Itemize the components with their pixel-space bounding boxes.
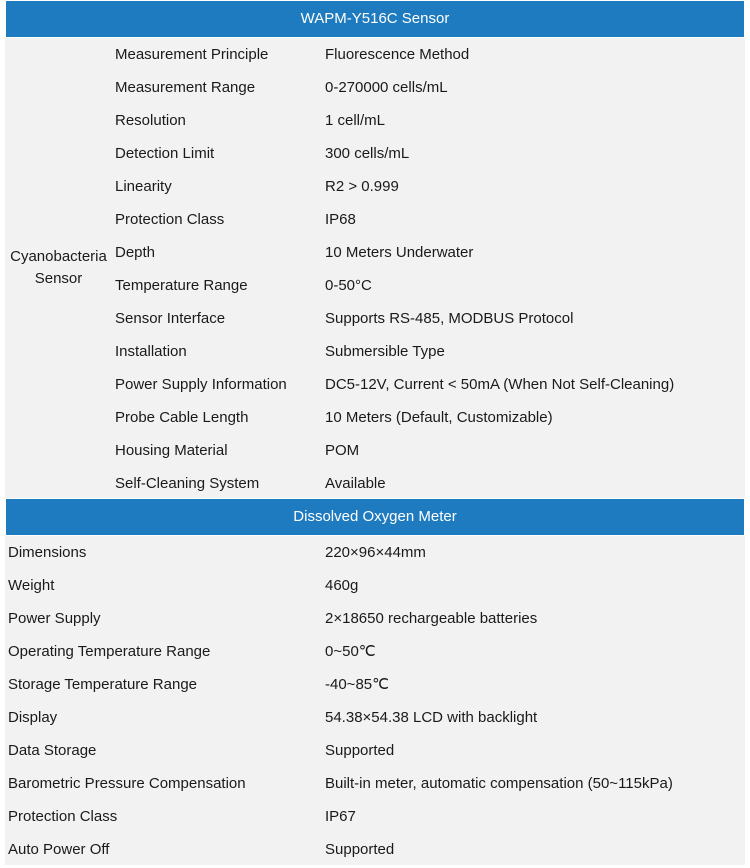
- spec-label: Power Supply Information: [115, 376, 287, 393]
- spec-value: 0~50℃: [325, 643, 376, 660]
- meter-section-header: Dissolved Oxygen Meter: [5, 498, 745, 536]
- spec-label: Sensor Interface: [115, 310, 226, 327]
- sensor-section-header: WAPM-Y516C Sensor: [5, 0, 745, 38]
- spec-row: [5, 767, 745, 800]
- spec-value: 0-50°C: [325, 277, 372, 294]
- spec-value: 2×18650 rechargeable batteries: [325, 610, 538, 627]
- spec-row: [5, 701, 745, 734]
- spec-row: [5, 800, 745, 833]
- spec-label: Data Storage: [8, 742, 97, 759]
- spec-label: Linearity: [115, 178, 172, 195]
- spec-row: [5, 38, 745, 71]
- spec-value: POM: [325, 442, 360, 459]
- spec-value: 300 cells/mL: [325, 145, 410, 162]
- spec-label: Self-Cleaning System: [115, 475, 260, 492]
- spec-value: IP67: [325, 808, 356, 825]
- spec-value: Supports RS-485, MODBUS Protocol: [325, 310, 574, 327]
- spec-label: Storage Temperature Range: [8, 676, 198, 693]
- spec-row: [5, 71, 745, 104]
- spec-row: [5, 635, 745, 668]
- spec-label: Display: [8, 709, 58, 726]
- spec-value: Built-in meter, automatic compensation (50~115kPa): [325, 775, 673, 792]
- spec-row: [5, 368, 745, 401]
- spec-row: [5, 602, 745, 635]
- spec-row: [5, 137, 745, 170]
- spec-value: Supported: [325, 742, 395, 759]
- spec-row: [5, 569, 745, 602]
- spec-label: Auto Power Off: [8, 841, 110, 858]
- spec-value: 1 cell/mL: [325, 112, 386, 129]
- spec-value: Available: [325, 475, 386, 492]
- spec-label: Detection Limit: [115, 145, 215, 162]
- spec-value: Submersible Type: [325, 343, 445, 360]
- spec-label: Resolution: [115, 112, 186, 129]
- spec-label: Power Supply: [8, 610, 101, 627]
- spec-row: [5, 668, 745, 701]
- spec-label: Weight: [8, 577, 55, 594]
- spec-value: IP68: [325, 211, 356, 228]
- spec-label: Protection Class: [8, 808, 118, 825]
- spec-value: 10 Meters (Default, Customizable): [325, 409, 553, 426]
- spec-label: Temperature Range: [115, 277, 248, 294]
- meter-spec-table: [5, 536, 745, 865]
- spec-value: DC5-12V, Current < 50mA (When Not Self-Cleaning): [325, 376, 675, 393]
- spec-value: 0-270000 cells/mL: [325, 79, 448, 96]
- sensor-spec-table: [5, 38, 745, 498]
- spec-label: Housing Material: [115, 442, 228, 459]
- spec-value: 10 Meters Underwater: [325, 244, 474, 261]
- spec-row: [5, 335, 745, 368]
- spec-label: Protection Class: [115, 211, 225, 228]
- spec-value: 220×96×44mm: [325, 544, 426, 561]
- spec-row: [5, 734, 745, 767]
- spec-label: Dimensions: [8, 544, 87, 561]
- spec-row: [5, 203, 745, 236]
- spec-row: [5, 269, 745, 302]
- spec-row: [5, 170, 745, 203]
- spec-value: 54.38×54.38 LCD with backlight: [325, 709, 538, 726]
- spec-row: [5, 302, 745, 335]
- spec-value: 460g: [325, 577, 359, 594]
- spec-row: [5, 434, 745, 467]
- spec-value: Fluorescence Method: [325, 46, 470, 63]
- spec-row: [5, 467, 745, 500]
- spec-row: [5, 236, 745, 269]
- spec-label: Probe Cable Length: [115, 409, 249, 426]
- spec-label: Operating Temperature Range: [8, 643, 211, 660]
- spec-row: [5, 536, 745, 569]
- spec-label: Measurement Principle: [115, 46, 269, 63]
- spec-row: [5, 833, 745, 866]
- spec-value: R2 > 0.999: [325, 178, 399, 195]
- spec-value: -40~85℃: [325, 676, 389, 693]
- spec-value: Supported: [325, 841, 395, 858]
- spec-row: [5, 401, 745, 434]
- spec-row: [5, 104, 745, 137]
- spec-label: Depth: [115, 244, 156, 261]
- spec-label: Barometric Pressure Compensation: [8, 775, 246, 792]
- sensor-group-label-text: Cyanobacteria Sensor: [10, 248, 107, 287]
- spec-label: Installation: [115, 343, 187, 360]
- spec-label: Measurement Range: [115, 79, 256, 96]
